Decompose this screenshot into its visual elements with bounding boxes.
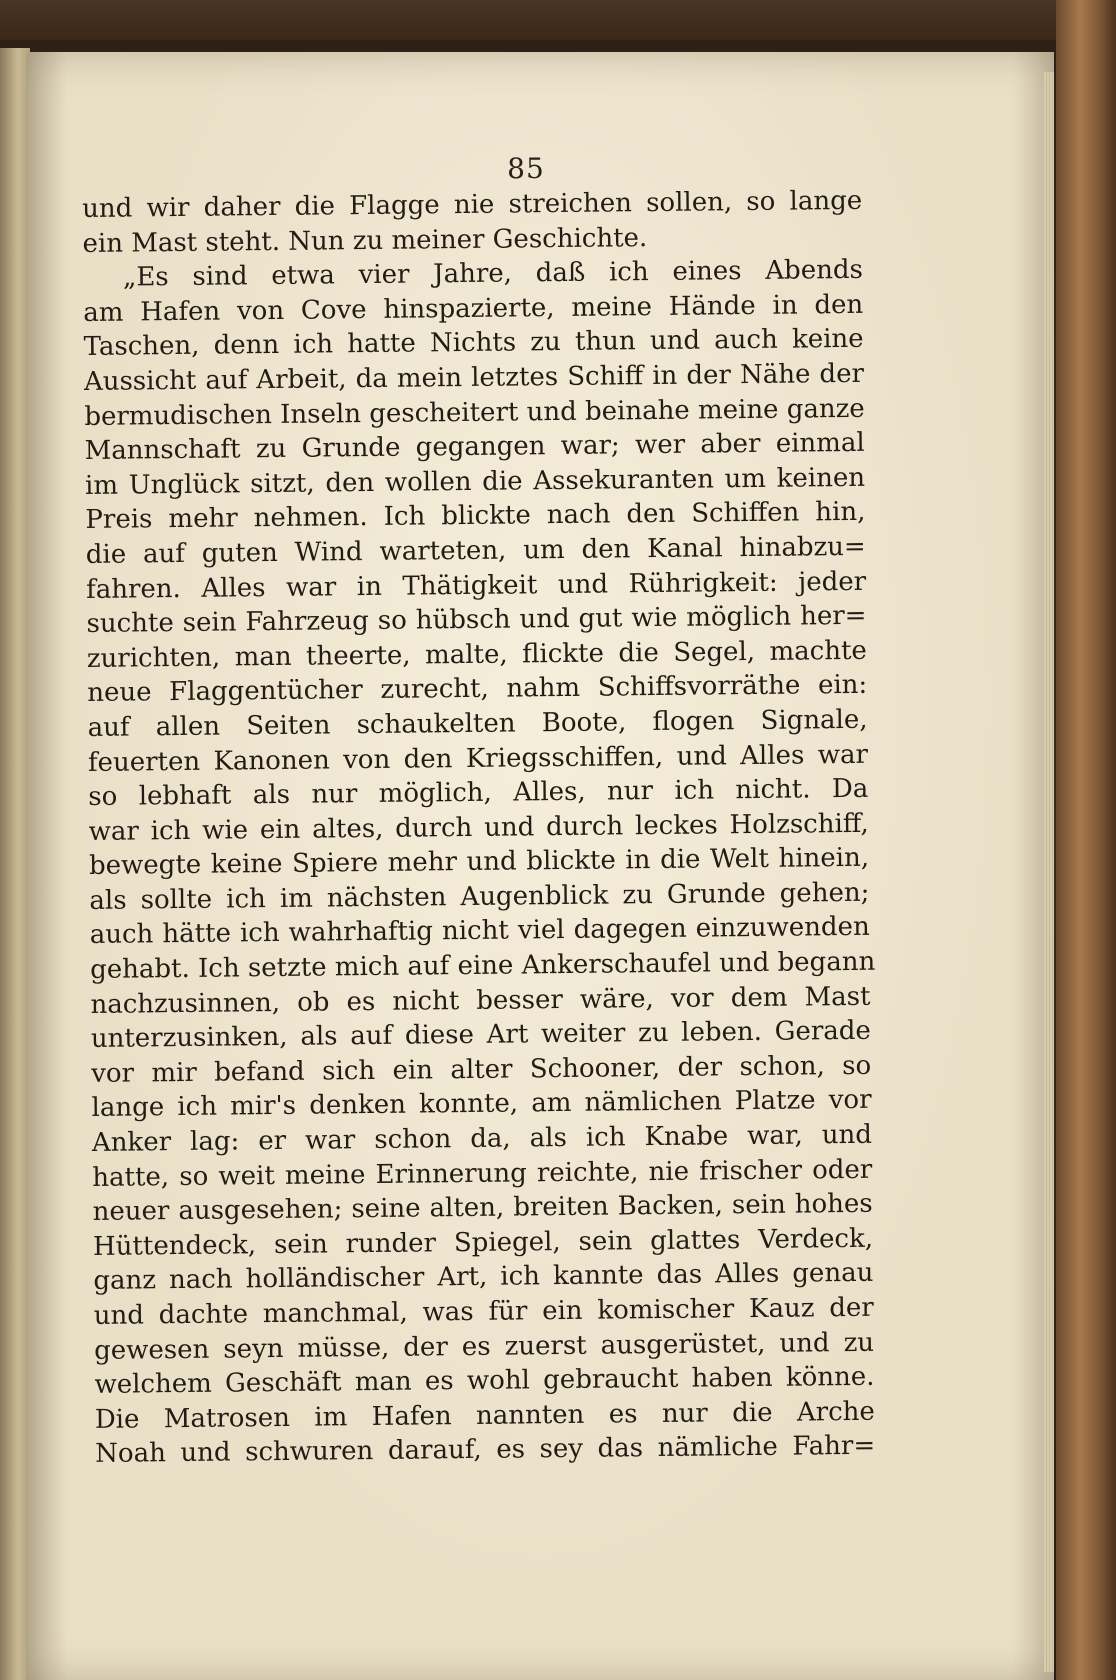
text-line: neuer ausgesehen; seine alten, breiten Backen, sein hohes: [92, 1188, 873, 1228]
text-line: im Unglück sitzt, den wollen die Assekuranten um keinen: [84, 462, 866, 501]
text-line: bermudischen Inseln gescheitert und beinahe meine ganze: [84, 393, 865, 432]
text-line: war ich wie ein altes, durch und durch leckes Holzschiff,: [88, 808, 869, 847]
text-line: hatte, so weit meine Erinnerung reichte, nie frischer oder: [92, 1154, 873, 1193]
page-stack-edge: [1044, 72, 1054, 1672]
text-line: „Es sind etwa vier Jahre, daß ich eines Abends: [122, 255, 864, 293]
text-line: feuerten Kanonen von den Kriegsschiffen, und Alles war: [87, 739, 869, 778]
text-line: fahren. Alles war in Thätigkeit und Rührigkeit: jeder: [86, 566, 867, 605]
text-line: gewesen seyn müsse, der es zuerst ausgerüstet, und zu: [93, 1327, 875, 1366]
text-line: die auf guten Wind warteten, um den Kanal hinabzu=: [85, 531, 866, 570]
text-line: Taschen, denn ich hatte Nichts zu thun und auch keine: [83, 324, 864, 363]
text-line: Aussicht auf Arbeit, da mein letztes Schiff in der Nähe der: [83, 358, 865, 397]
text-line: Anker lag: er war schon da, als ich Knabe war, und: [91, 1119, 873, 1158]
text-line: ganz nach holländischer Art, ich kannte das Alles genau: [93, 1258, 874, 1297]
text-line: neue Flaggentücher zurecht, nahm Schiffsvorräthe ein:: [87, 670, 868, 709]
text-line: auf allen Seiten schaukelten Boote, flogen Signale,: [87, 704, 868, 743]
text-line: unterzusinken, als auf diese Art weiter zu leben. Gerade: [90, 1016, 871, 1055]
book-page: [26, 52, 1054, 1680]
text-line: und wir daher die Flagge nie streichen sollen, so lange: [82, 185, 863, 224]
text-line: suchte sein Fahrzeug so hübsch und gut wie möglich her=: [86, 600, 867, 640]
text-line: und dachte manchmal, was für ein komischer Kauz der: [93, 1292, 874, 1331]
book-cover-edge: [1056, 0, 1116, 1680]
text-line: gehabt. Ich setzte mich auf eine Ankerschaufel und begann: [89, 946, 876, 986]
text-line: ein Mast steht. Nun zu meiner Geschichte.: [82, 222, 648, 259]
text-line: auch hätte ich wahrhaftig nicht viel dagegen einzuwenden: [89, 912, 870, 951]
text-line: Die Matrosen im Hafen nannten es nur die Arche: [94, 1396, 875, 1435]
text-line: bewegte keine Spiere mehr und blickte in die Welt hinein,: [88, 843, 870, 882]
text-line: vor mir befand sich ein alter Schooner, der schon, so: [91, 1050, 872, 1089]
page-text: [82, 184, 875, 1472]
text-line: lange ich mir's denken konnte, am nämlichen Platze vor: [91, 1085, 872, 1124]
text-line: am Hafen von Cove hinspazierte, meine Hände in den: [83, 289, 864, 328]
text-line: Preis mehr nehmen. Ich blickte nach den Schiffen hin,: [85, 497, 866, 536]
text-line: Mannschaft zu Grunde gegangen war; wer aber einmal: [84, 427, 865, 467]
text-line: als sollte ich im nächsten Augenblick zu Grunde gehen;: [89, 877, 870, 916]
text-line: Hüttendeck, sein runder Spiegel, sein glattes Verdeck,: [92, 1223, 874, 1262]
text-line: nachzusinnen, ob es nicht besser wäre, vor dem Mast: [90, 981, 871, 1020]
text-line: Noah und schwuren darauf, es sey das nämliche Fahr=: [95, 1431, 876, 1470]
page-number: 85: [507, 152, 545, 185]
text-line: zurichten, man theerte, malte, flickte die Segel, machte: [86, 635, 868, 674]
book-cover-top: [0, 0, 1116, 40]
text-line: so lebhaft als nur möglich, Alles, nur ich nicht. Da: [88, 773, 869, 813]
text-line: welchem Geschäft man es wohl gebraucht haben könne.: [94, 1361, 875, 1401]
